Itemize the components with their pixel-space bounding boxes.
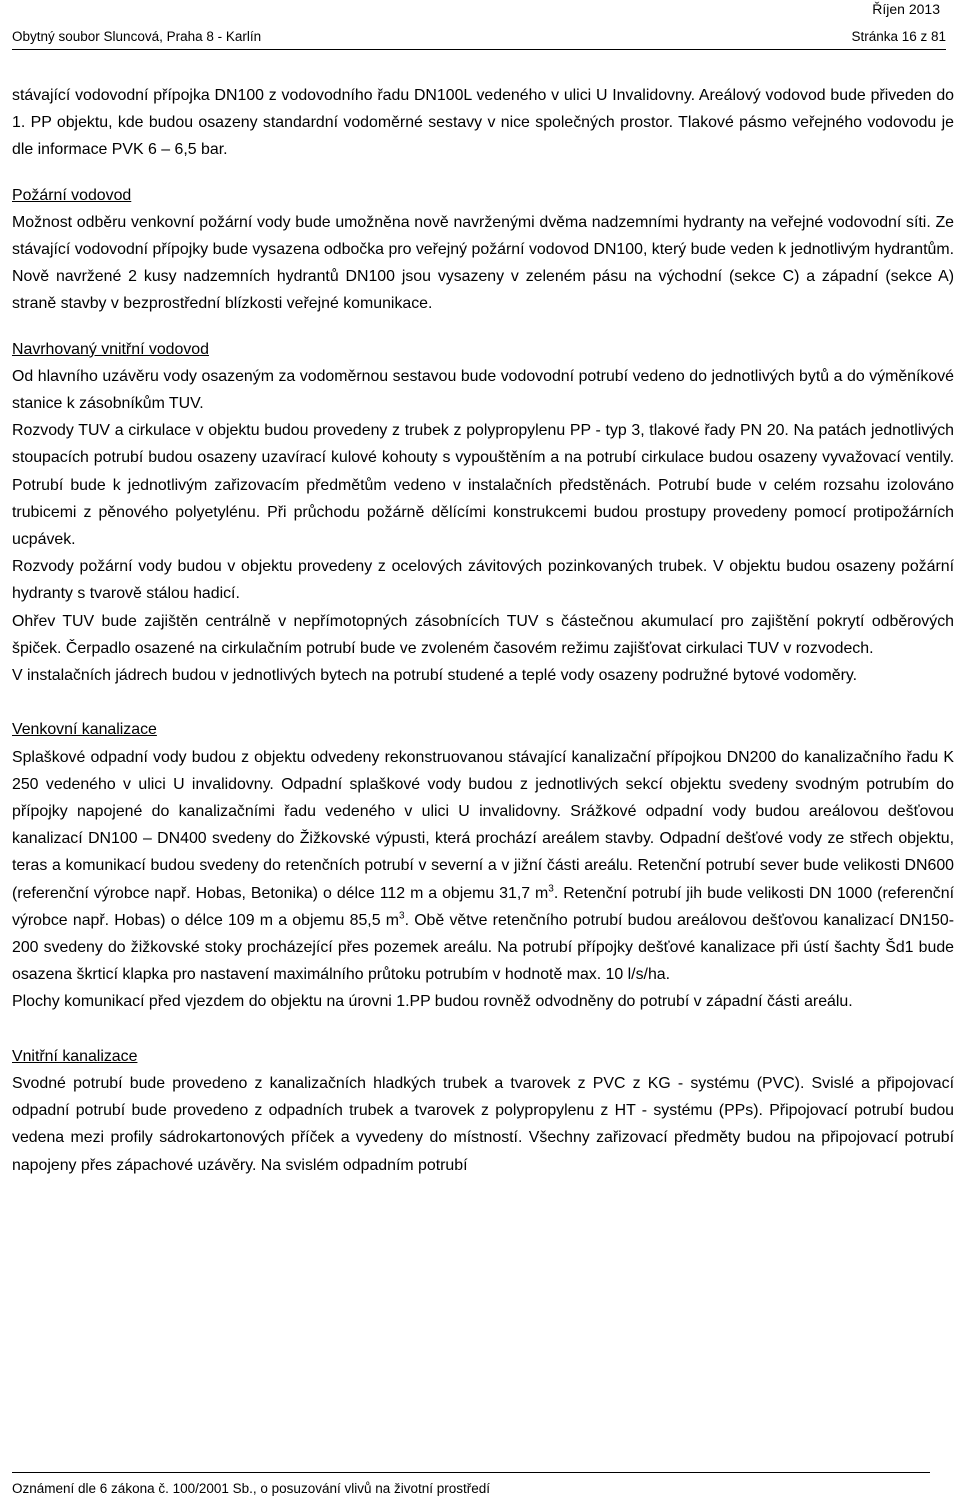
paragraph-internal-water-1: Od hlavního uzávěru vody osazeným za vodoměrnou sestavou bude vodovodní potrubí vedeno do jednotlivých bytů a do výměníkové stanice k zásobníkům TUV. [12,367,954,413]
footer-divider [12,1472,930,1473]
document-body [12,82,954,1179]
page-header [12,29,946,44]
paragraph-internal-water-3: Rozvody požární vody budou v objektu provedeny z ocelových závitových pozinkovaných trubek. V objektu budou osazeny požární hydranty s tvarově stálou hadicí. [12,558,954,603]
header-date: Říjen 2013 [872,1,940,17]
section-heading-fire-water: Požární vodovod [12,186,132,204]
text-run: Splaškové odpadní vody budou z objektu odvedeny rekonstruovanou stávající kanalizační přípojkou DN200 do kanalizačního řadu K 250 vedeného v ulici U invalidovny. Odpadní splaškové vody budou z jednotlivých sekcí objektu svedeny svodným potrubím do přípojky napojené do kanalizačními řadu vedeného v ulici U invalidovny. Srážkové odpadní vody budou areálovou dešťovou kanalizací DN100 – DN400 svedeny do Žižkovské výpusti, která prochází areálem stavby. Odpadní dešťové vody ze střech objektu, teras a komunikací budou svedeny do retenčních potrubí v severní a v jižní části areálu. Retenční potrubí sever bude velikosti DN600 (referenční výrobce např. Hobas, Betonika) o délce 112 m a objemu 31,7 m [12,748,954,902]
paragraph-intro: stávající vodovodní přípojka DN100 z vodovodního řadu DN100L vedeného v ulici U Invalidovny. Areálový vodovod bude přiveden do 1. PP objektu, kde budou osazeny standardní vodoměrné sestavy v nice společných prostor. Tlakové pásmo veřejného vodovodu je dle informace PVK 6 – 6,5 bar. [12,87,954,159]
paragraph-internal-water-4: Ohřev TUV bude zajištěn centrálně v nepřímotopných zásobnících TUV s částečnou akumulací pro zajištění pokrytí odběrových špiček. Čerpadlo osazené na cirkulačním potrubí bude ve zvoleném časovém režimu zajišťovat cirkulaci TUV v rozvodech. [12,612,954,657]
section-heading-internal-water: Navrhovaný vnitřní vodovod [12,340,209,358]
page-footer: Oznámení dle 6 zákona č. 100/2001 Sb., o posuzování vlivů na životní prostředí [12,1481,491,1496]
paragraph-external-sewer-2: Plochy komunikací před vjezdem do objektu na úrovni 1.PP budou rovněž odvodněny do potrubí v západní části areálu. [12,993,853,1011]
paragraph-fire-water: Možnost odběru venkovní požární vody bude umožněna nově navrženými dvěma nadzemními hydranty na veřejné vodovodní síti. Ze stávající vodovodní přípojky bude vysazena odbočka pro veřejný požární vodovod DN100, který bude veden k jednotlivým hydrantům. Nově navržené 2 kusy nadzemních hydrantů DN100 jsou vysazeny v zeleném pásu na východní (sekce C) a západní (sekce A) straně stavby v bezprostřední blízkosti veřejné komunikace. [12,213,954,313]
superscript: 3 [399,910,405,922]
section-heading-internal-sewer: Vnitřní kanalizace [12,1047,138,1065]
paragraph-internal-water-5: V instalačních jádrech budou v jednotlivých bytech na potrubí studené a teplé vody osazeny podružné bytové vodoměry. [12,667,858,685]
header-page-number: Stránka 16 z 81 [851,29,946,44]
text-run: . Retenční potrubí jih bude velikosti DN 1000 (referenční výrobce např. Hobas) o délce 109 m a objemu 85,5 m [12,884,954,929]
text-run: . Obě větve retenčního potrubí budou areálovou dešťovou kanalizací DN150-200 svedeny do žižkovské stoky procházející přes pozemek areálu. Na potrubí přípojky dešťové kanalizace při ústí šachty Šd1 bude osazena škrticí klapka pro nastavení maximálního průtoku potrubím v hodnotě max. 10 l/s/ha. [12,911,954,984]
paragraph-internal-water-2: Rozvody TUV a cirkulace v objektu budou provedeny z trubek z polypropylenu PP - typ 3, tlakové řady PN 20. Na patách jednotlivých stoupacích potrubí budou osazeny uzavírací kulové kohouty s vypouštěním a na potrubí cirkulace budou osazeny vyvažovací ventily. Potrubí bude k jednotlivým zařizovacím předmětům vedeno v instalačních předstěnách. Potrubí bude v celém rozsahu izolováno trubicemi z pěnového polyetylénu. Při průchodu požárně dělícími konstrukcemi budou prostupy provedeny pomocí protipožárních ucpávek. [12,422,954,549]
section-heading-external-sewer: Venkovní kanalizace [12,721,157,739]
header-divider [12,49,946,50]
header-project-title: Obytný soubor Sluncová, Praha 8 - Karlín [12,29,262,44]
paragraph-external-sewer-1 [12,744,954,989]
superscript: 3 [548,883,554,895]
paragraph-internal-sewer: Svodné potrubí bude provedeno z kanalizačních hladkých trubek a tvarovek z PVC z KG - systému (PVC). Svislé a připojovací odpadní potrubí bude provedeno z odpadních trubek a tvarovek z polypropylenu z HT - systému (PPs). Připojovací potrubí budou vedena mezi profily sádrokartonových příček a vyvedeny do místností. Všechny zařizovací předměty budou na připojovací potrubí napojeny přes zápachové uzávěry. Na svislém odpadním potrubí [12,1075,954,1174]
